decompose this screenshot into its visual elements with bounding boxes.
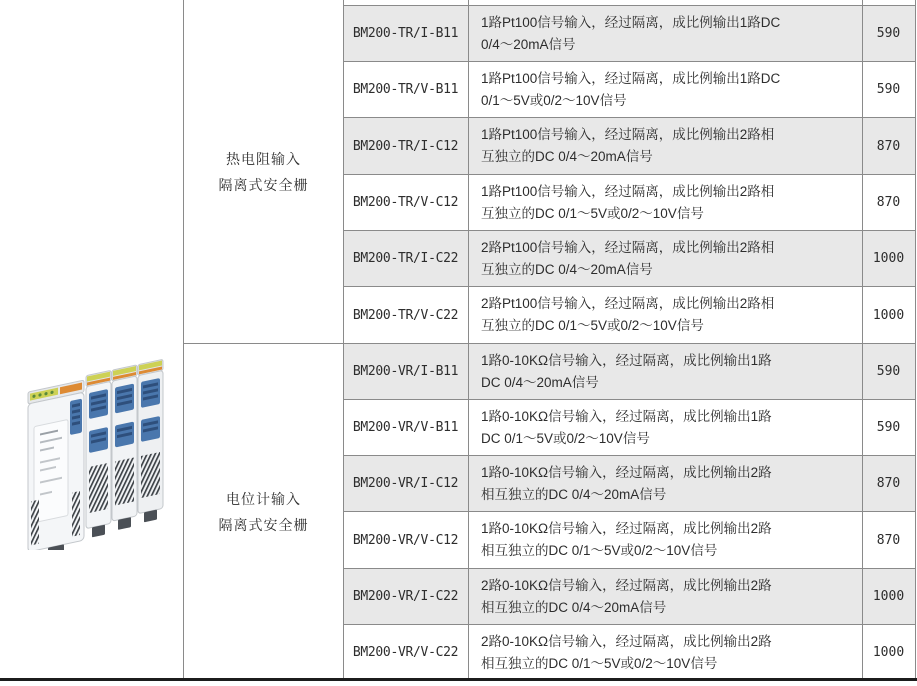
table-row [343, 511, 915, 568]
description-line: 相互独立的DC 0/4～20mA信号 [481, 599, 667, 615]
description-line: DC 0/1～5V或0/2～10V信号 [481, 430, 650, 446]
model-cell: BM200-VR/V-B11 [352, 420, 459, 435]
product-image-cell [0, 0, 183, 680]
description-line: 1路Pt100信号输入，经过隔离，成比例输出1路DC [481, 70, 781, 86]
model-cell: BM200-TR/I-C12 [352, 138, 459, 154]
model-cell: BM200-TR/V-C22 [352, 307, 459, 323]
model-cell: BM200-VR/V-C22 [352, 645, 459, 660]
description-cell [468, 231, 862, 286]
price-cell: 590 [876, 420, 901, 435]
category-cell-potentiometer [184, 344, 343, 680]
model-cell: BM200-VR/V-C12 [352, 532, 459, 548]
description-cell [468, 569, 862, 624]
description-cell [468, 625, 862, 680]
description-line: 相互独立的DC 0/1～5V或0/2～10V信号 [481, 655, 718, 671]
description-cell [468, 118, 862, 174]
column-divider [183, 0, 184, 680]
description-cell [468, 175, 862, 230]
table-row [343, 117, 915, 174]
model-cell: BM200-VR/I-B11 [352, 364, 459, 379]
category-line: 电位计输入 [226, 491, 301, 507]
table-row [343, 174, 915, 230]
price-cell: 1000 [872, 645, 905, 660]
model-cell: BM200-TR/V-B11 [352, 82, 459, 97]
category-divider-line [183, 343, 343, 344]
category-line: 隔离式安全栅 [218, 176, 309, 193]
model-cell: BM200-VR/I-C12 [352, 476, 459, 491]
model-cell: BM200-TR/V-C12 [352, 195, 459, 210]
category-line: 隔离式安全栅 [218, 517, 309, 533]
barrier-module [86, 370, 111, 538]
price-cell: 1000 [872, 589, 905, 604]
price-cell: 870 [876, 476, 901, 491]
barrier-module [112, 365, 137, 531]
model-cell: BM200-TR/I-C22 [352, 251, 459, 266]
description-cell [468, 6, 862, 61]
column-divider [862, 0, 863, 680]
table-row [343, 230, 915, 286]
description-cell [468, 456, 862, 511]
description-line: 1路Pt100信号输入，经过隔离，成比例输出1路DC [481, 14, 781, 30]
description-line: 1路Pt100信号输入，经过隔离，成比例输出2路相 [481, 127, 775, 142]
price-cell: 870 [876, 532, 901, 548]
table-row [343, 61, 915, 117]
price-cell: 870 [876, 138, 901, 154]
description-line: 互独立的DC 0/4～20mA信号 [481, 149, 653, 164]
table-row [343, 624, 915, 680]
model-cell: BM200-TR/I-B11 [352, 26, 459, 41]
description-line: 2路Pt100信号输入，经过隔离，成比例输出2路相 [481, 296, 775, 311]
category-cell-thermal-resistance [184, 0, 343, 343]
description-line: 2路0-10KΩ信号输入，经过隔离，成比例输出2路 [481, 577, 772, 593]
table-row [343, 568, 915, 624]
table-row [343, 5, 915, 61]
description-line: 0/4～20mA信号 [481, 36, 576, 52]
description-line: 2路0-10KΩ信号输入，经过隔离，成比例输出2路 [481, 633, 772, 649]
description-line: 互独立的DC 0/4～20mA信号 [481, 261, 653, 277]
table-row [343, 455, 915, 511]
description-line: DC 0/4～20mA信号 [481, 374, 599, 390]
table-row [343, 399, 915, 455]
description-line: 2路Pt100信号输入，经过隔离，成比例输出2路相 [481, 239, 775, 255]
barrier-module-front [28, 380, 84, 550]
price-cell: 590 [876, 82, 901, 97]
table-right-border [915, 0, 916, 680]
description-line: 1路Pt100信号输入，经过隔离，成比例输出2路相 [481, 183, 775, 199]
description-cell [468, 344, 862, 399]
price-cell: 870 [876, 195, 901, 210]
description-line: 0/1～5V或0/2～10V信号 [481, 92, 627, 108]
column-divider [343, 0, 344, 680]
table-row [343, 286, 915, 343]
product-photo [22, 338, 170, 550]
barrier-module [138, 359, 163, 523]
description-line: 1路0-10KΩ信号输入，经过隔离，成比例输出1路 [481, 352, 772, 368]
column-divider [468, 0, 469, 680]
table-row [343, 343, 915, 399]
table-bottom-rule [0, 678, 917, 681]
price-cell: 590 [876, 364, 901, 379]
category-line: 热电阻输入 [226, 150, 301, 167]
price-cell: 590 [876, 26, 901, 41]
model-cell: BM200-VR/I-C22 [352, 589, 459, 604]
description-line: 互独立的DC 0/1～5V或0/2～10V信号 [481, 205, 704, 221]
description-line: 1路0-10KΩ信号输入，经过隔离，成比例输出1路 [481, 408, 772, 424]
price-cell: 1000 [872, 307, 905, 323]
description-line: 1路0-10KΩ信号输入，经过隔离，成比例输出2路 [481, 521, 772, 536]
description-line: 相互独立的DC 0/1～5V或0/2～10V信号 [481, 543, 718, 558]
description-cell [468, 287, 862, 343]
description-line: 互独立的DC 0/1～5V或0/2～10V信号 [481, 318, 704, 333]
description-cell [468, 400, 862, 455]
description-cell [468, 512, 862, 568]
description-cell [468, 62, 862, 117]
price-cell: 1000 [872, 251, 905, 266]
description-line: 1路0-10KΩ信号输入，经过隔离，成比例输出2路 [481, 464, 772, 480]
description-line: 相互独立的DC 0/4～20mA信号 [481, 486, 667, 502]
